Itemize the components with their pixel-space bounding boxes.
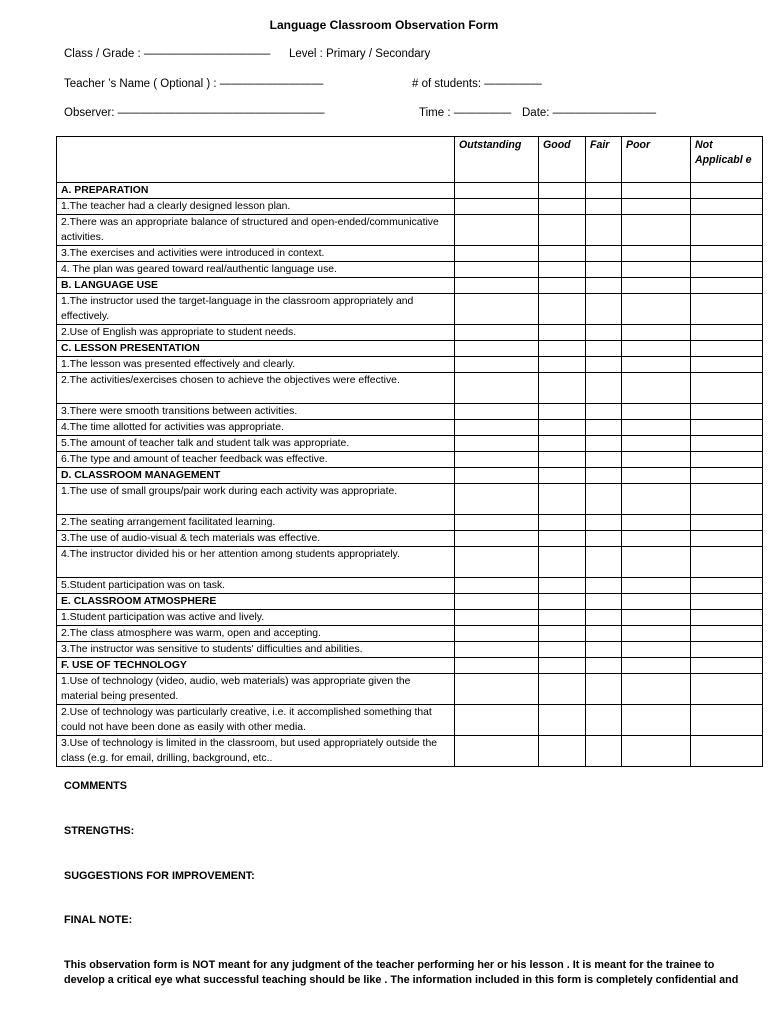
criterion-text: 6.The type and amount of teacher feedback was effective. [57, 452, 455, 468]
section-rating-cell-fair [586, 341, 622, 357]
criterion-text: 2.There was an appropriate balance of structured and open-ended/communicative activities. [57, 215, 455, 246]
rating-cell-poor[interactable] [622, 325, 691, 341]
rating-cell-fair[interactable] [586, 357, 622, 373]
section-heading: D. CLASSROOM MANAGEMENT [57, 468, 455, 484]
criterion-row [57, 484, 763, 515]
criterion-row [57, 452, 763, 468]
criterion-row [57, 325, 763, 341]
rating-cell-fair[interactable] [586, 452, 622, 468]
rating-cell-fair[interactable] [586, 626, 622, 642]
section-rating-cell-not-applicable [691, 341, 763, 357]
rating-cell-good[interactable] [539, 262, 586, 278]
criterion-text: 2.The seating arrangement facilitated learning. [57, 515, 455, 531]
rating-cell-poor[interactable] [622, 420, 691, 436]
rating-cell-fair[interactable] [586, 705, 622, 736]
rating-cell-poor[interactable] [622, 610, 691, 626]
note-line: develop a critical eye what successful teaching should be like . The information included in this form is completely confidential and [64, 974, 739, 986]
section-row [57, 278, 763, 294]
rating-cell-outstanding[interactable] [455, 515, 539, 531]
rating-cell-poor[interactable] [622, 531, 691, 547]
rating-cell-fair[interactable] [586, 547, 622, 578]
rating-cell-fair[interactable] [586, 484, 622, 515]
rating-cell-outstanding[interactable] [455, 325, 539, 341]
criterion-text: 2.Use of English was appropriate to student needs. [57, 325, 455, 341]
comments-heading: COMMENTS [64, 780, 127, 792]
rating-cell-not-applicable[interactable] [691, 610, 763, 626]
criterion-row [57, 515, 763, 531]
section-row [57, 658, 763, 674]
rating-cell-poor[interactable] [622, 547, 691, 578]
criterion-row [57, 246, 763, 262]
section-rating-cell-not-applicable [691, 278, 763, 294]
criterion-row [57, 215, 763, 246]
criterion-text: 3.Use of technology is limited in the classroom, but used appropriately outside the class (e.g. for email, drilling, background, etc.. [57, 736, 455, 767]
rating-cell-good[interactable] [539, 642, 586, 658]
criterion-text: 1.The lesson was presented effectively and clearly. [57, 357, 455, 373]
section-rating-cell-fair [586, 658, 622, 674]
rating-cell-good[interactable] [539, 420, 586, 436]
criterion-row [57, 199, 763, 215]
teacher-name-field[interactable]: Teacher ’s Name ( Optional ) : ————————— [64, 78, 324, 90]
rating-cell-outstanding[interactable] [455, 626, 539, 642]
rating-cell-outstanding[interactable] [455, 547, 539, 578]
rating-cell-good[interactable] [539, 531, 586, 547]
criterion-text: 5.Student participation was on task. [57, 578, 455, 594]
suggestions-heading: SUGGESTIONS FOR IMPROVEMENT: [64, 870, 255, 882]
rating-cell-poor[interactable] [622, 262, 691, 278]
rating-cell-not-applicable[interactable] [691, 547, 763, 578]
rating-cell-poor[interactable] [622, 736, 691, 767]
rating-cell-outstanding[interactable] [455, 215, 539, 246]
column-header-outstanding: Outstanding [455, 137, 539, 183]
rating-cell-good[interactable] [539, 452, 586, 468]
section-rating-cell-good [539, 594, 586, 610]
rating-cell-not-applicable[interactable] [691, 262, 763, 278]
criteria-header-cell [57, 137, 455, 183]
rating-cell-good[interactable] [539, 215, 586, 246]
section-rating-cell-not-applicable [691, 468, 763, 484]
criterion-text: 5.The amount of teacher talk and student talk was appropriate. [57, 436, 455, 452]
section-rating-cell-outstanding [455, 278, 539, 294]
rating-cell-fair[interactable] [586, 420, 622, 436]
rating-cell-fair[interactable] [586, 262, 622, 278]
rating-cell-not-applicable[interactable] [691, 436, 763, 452]
rating-cell-not-applicable[interactable] [691, 215, 763, 246]
rating-cell-fair[interactable] [586, 610, 622, 626]
rating-cell-outstanding[interactable] [455, 610, 539, 626]
section-rating-cell-good [539, 278, 586, 294]
rating-cell-fair[interactable] [586, 246, 622, 262]
section-rating-cell-poor [622, 341, 691, 357]
rating-cell-outstanding[interactable] [455, 262, 539, 278]
criterion-text: 2.The class atmosphere was warm, open and accepting. [57, 626, 455, 642]
section-heading: E. CLASSROOM ATMOSPHERE [57, 594, 455, 610]
criterion-text: 1.The teacher had a clearly designed lesson plan. [57, 199, 455, 215]
criterion-row [57, 705, 763, 736]
section-rating-cell-not-applicable [691, 183, 763, 199]
rating-cell-fair[interactable] [586, 404, 622, 420]
rating-cell-good[interactable] [539, 373, 586, 404]
rating-cell-not-applicable[interactable] [691, 246, 763, 262]
criterion-row [57, 674, 763, 705]
criterion-text: 1.Student participation was active and lively. [57, 610, 455, 626]
rating-cell-poor[interactable] [622, 674, 691, 705]
section-rating-cell-fair [586, 468, 622, 484]
rating-cell-good[interactable] [539, 357, 586, 373]
rating-cell-not-applicable[interactable] [691, 452, 763, 468]
rating-cell-poor[interactable] [622, 452, 691, 468]
section-rating-cell-outstanding [455, 594, 539, 610]
time-field[interactable]: Time : ————— [419, 107, 512, 119]
section-row [57, 183, 763, 199]
rating-cell-not-applicable[interactable] [691, 674, 763, 705]
section-heading: F. USE OF TECHNOLOGY [57, 658, 455, 674]
criterion-row [57, 578, 763, 594]
rating-cell-poor[interactable] [622, 199, 691, 215]
rating-cell-not-applicable[interactable] [691, 736, 763, 767]
criterion-row [57, 642, 763, 658]
section-rating-cell-good [539, 658, 586, 674]
level-field[interactable]: Level : Primary / Secondary [289, 48, 431, 60]
rating-cell-fair[interactable] [586, 578, 622, 594]
rating-cell-not-applicable[interactable] [691, 199, 763, 215]
criterion-row [57, 436, 763, 452]
section-heading: A. PREPARATION [57, 183, 455, 199]
section-rating-cell-outstanding [455, 341, 539, 357]
rating-cell-poor[interactable] [622, 626, 691, 642]
criterion-row [57, 357, 763, 373]
rating-cell-fair[interactable] [586, 642, 622, 658]
section-row [57, 341, 763, 357]
criterion-text: 1.The use of small groups/pair work during each activity was appropriate. [57, 484, 455, 515]
rating-cell-not-applicable[interactable] [691, 531, 763, 547]
criterion-text: 3.There were smooth transitions between activities. [57, 404, 455, 420]
column-header-poor: Poor [622, 137, 691, 183]
section-rating-cell-fair [586, 278, 622, 294]
rating-cell-good[interactable] [539, 246, 586, 262]
section-rating-cell-fair [586, 183, 622, 199]
rating-cell-outstanding[interactable] [455, 436, 539, 452]
rating-cell-good[interactable] [539, 736, 586, 767]
column-header-good: Good [539, 137, 586, 183]
rating-cell-not-applicable[interactable] [691, 357, 763, 373]
rating-cell-not-applicable[interactable] [691, 294, 763, 325]
rating-cell-poor[interactable] [622, 515, 691, 531]
section-rating-cell-fair [586, 594, 622, 610]
rating-cell-fair[interactable] [586, 436, 622, 452]
rating-cell-good[interactable] [539, 626, 586, 642]
criterion-text: 3.The instructor was sensitive to students' difficulties and abilities. [57, 642, 455, 658]
observer-field[interactable]: Observer: —————————————————— [64, 107, 325, 119]
rating-cell-fair[interactable] [586, 373, 622, 404]
criterion-text: 4.The instructor divided his or her attention among students appropriately. [57, 547, 455, 578]
rating-cell-fair[interactable] [586, 325, 622, 341]
rating-cell-not-applicable[interactable] [691, 484, 763, 515]
number-of-students-field[interactable]: # of students: ————— [412, 78, 542, 90]
rating-cell-outstanding[interactable] [455, 705, 539, 736]
section-heading: B. LANGUAGE USE [57, 278, 455, 294]
strengths-heading: STRENGTHS: [64, 825, 135, 837]
final-note-heading: FINAL NOTE: [64, 914, 133, 926]
class-grade-field[interactable]: Class / Grade : ——————————— [64, 48, 271, 60]
criterion-row [57, 626, 763, 642]
column-header-not-applicable: Not Applicabl e [691, 137, 763, 183]
rating-cell-fair[interactable] [586, 215, 622, 246]
rating-cell-fair[interactable] [586, 736, 622, 767]
section-rating-cell-good [539, 341, 586, 357]
section-rating-cell-outstanding [455, 468, 539, 484]
rating-cell-outstanding[interactable] [455, 578, 539, 594]
section-rating-cell-outstanding [455, 183, 539, 199]
rating-cell-outstanding[interactable] [455, 199, 539, 215]
criterion-row [57, 610, 763, 626]
rating-cell-fair[interactable] [586, 199, 622, 215]
rating-cell-outstanding[interactable] [455, 484, 539, 515]
criterion-text: 3.The use of audio-visual & tech materials was effective. [57, 531, 455, 547]
rating-cell-poor[interactable] [622, 484, 691, 515]
criterion-row [57, 531, 763, 547]
rating-cell-not-applicable[interactable] [691, 578, 763, 594]
criterion-row [57, 262, 763, 278]
section-rating-cell-not-applicable [691, 594, 763, 610]
rating-cell-not-applicable[interactable] [691, 404, 763, 420]
rating-cell-good[interactable] [539, 199, 586, 215]
section-heading: C. LESSON PRESENTATION [57, 341, 455, 357]
rating-cell-outstanding[interactable] [455, 531, 539, 547]
confidentiality-note [64, 958, 768, 988]
rating-cell-poor[interactable] [622, 436, 691, 452]
rating-cell-not-applicable[interactable] [691, 642, 763, 658]
rating-cell-good[interactable] [539, 610, 586, 626]
rating-cell-not-applicable[interactable] [691, 705, 763, 736]
rating-cell-poor[interactable] [622, 578, 691, 594]
rating-cell-outstanding[interactable] [455, 642, 539, 658]
criterion-row [57, 404, 763, 420]
rating-cell-poor[interactable] [622, 373, 691, 404]
rating-cell-poor[interactable] [622, 642, 691, 658]
criterion-row [57, 420, 763, 436]
rating-cell-fair[interactable] [586, 294, 622, 325]
section-rating-cell-not-applicable [691, 658, 763, 674]
criterion-text: 4. The plan was geared toward real/authentic language use. [57, 262, 455, 278]
criterion-text: 3.The exercises and activities were introduced in context. [57, 246, 455, 262]
section-rating-cell-poor [622, 183, 691, 199]
rating-cell-good[interactable] [539, 705, 586, 736]
note-line: This observation form is NOT meant for any judgment of the teacher performing her or his lesson . It is meant for the trainee to [64, 959, 715, 971]
criterion-text: 1.The instructor used the target-language in the classroom appropriately and effectively. [57, 294, 455, 325]
rating-cell-outstanding[interactable] [455, 674, 539, 705]
rating-cell-outstanding[interactable] [455, 736, 539, 767]
rating-cell-poor[interactable] [622, 705, 691, 736]
date-field[interactable]: Date: ————————— [522, 107, 657, 119]
section-rating-cell-poor [622, 594, 691, 610]
rating-cell-good[interactable] [539, 436, 586, 452]
rating-cell-good[interactable] [539, 294, 586, 325]
rating-cell-good[interactable] [539, 515, 586, 531]
rating-cell-poor[interactable] [622, 357, 691, 373]
rating-cell-good[interactable] [539, 578, 586, 594]
rating-cell-poor[interactable] [622, 404, 691, 420]
section-row [57, 468, 763, 484]
rating-cell-outstanding[interactable] [455, 246, 539, 262]
rating-cell-outstanding[interactable] [455, 373, 539, 404]
rating-cell-good[interactable] [539, 325, 586, 341]
criterion-text: 4.The time allotted for activities was appropriate. [57, 420, 455, 436]
criterion-text: 1.Use of technology (video, audio, web materials) was appropriate given the material being presented. [57, 674, 455, 705]
rating-cell-not-applicable[interactable] [691, 420, 763, 436]
observation-table [56, 136, 763, 767]
rating-cell-fair[interactable] [586, 674, 622, 705]
section-rating-cell-poor [622, 278, 691, 294]
rating-cell-outstanding[interactable] [455, 294, 539, 325]
criterion-row [57, 373, 763, 404]
section-row [57, 594, 763, 610]
rating-cell-not-applicable[interactable] [691, 325, 763, 341]
section-rating-cell-outstanding [455, 658, 539, 674]
rating-cell-poor[interactable] [622, 215, 691, 246]
rating-cell-not-applicable[interactable] [691, 373, 763, 404]
column-header-fair: Fair [586, 137, 622, 183]
criterion-text: 2.Use of technology was particularly creative, i.e. it accomplished something that could not have been done as easily with other media. [57, 705, 455, 736]
rating-cell-good[interactable] [539, 547, 586, 578]
rating-cell-outstanding[interactable] [455, 357, 539, 373]
criterion-row [57, 736, 763, 767]
rating-cell-good[interactable] [539, 674, 586, 705]
rating-cell-outstanding[interactable] [455, 420, 539, 436]
rating-cell-outstanding[interactable] [455, 452, 539, 468]
rating-cell-good[interactable] [539, 484, 586, 515]
rating-cell-outstanding[interactable] [455, 404, 539, 420]
section-rating-cell-good [539, 183, 586, 199]
section-rating-cell-good [539, 468, 586, 484]
criterion-row [57, 294, 763, 325]
rating-cell-not-applicable[interactable] [691, 515, 763, 531]
rating-cell-good[interactable] [539, 404, 586, 420]
section-rating-cell-poor [622, 658, 691, 674]
rating-cell-poor[interactable] [622, 246, 691, 262]
rating-cell-fair[interactable] [586, 515, 622, 531]
rating-cell-poor[interactable] [622, 294, 691, 325]
criterion-row [57, 547, 763, 578]
criterion-text: 2.The activities/exercises chosen to achieve the objectives were effective. [57, 373, 455, 404]
section-rating-cell-poor [622, 468, 691, 484]
form-title: Language Classroom Observation Form [269, 18, 499, 32]
rating-cell-not-applicable[interactable] [691, 626, 763, 642]
rating-cell-fair[interactable] [586, 531, 622, 547]
